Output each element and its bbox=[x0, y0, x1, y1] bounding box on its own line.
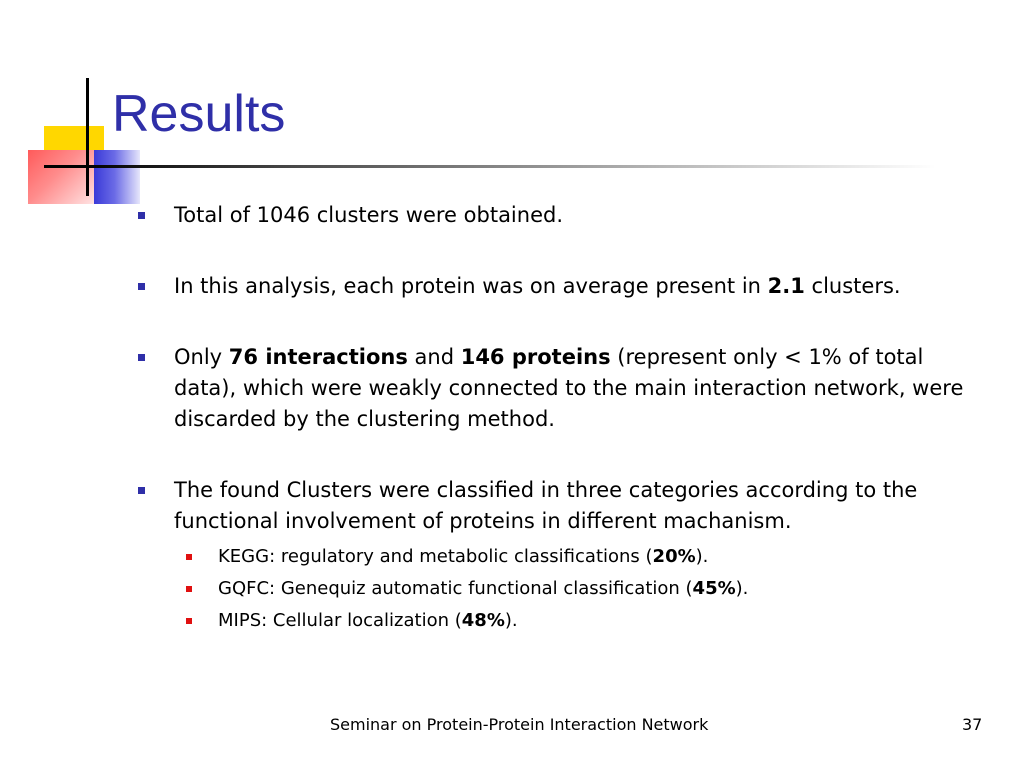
sub-bullet-text-pre: KEGG: regulatory and metabolic classifications ( bbox=[218, 546, 653, 567]
bullet-item-clusters-total bbox=[132, 200, 992, 231]
bullet-list bbox=[132, 200, 992, 637]
vertical-rule bbox=[86, 78, 89, 196]
square-bullet-icon bbox=[138, 487, 145, 494]
sub-bullet-kegg bbox=[132, 541, 992, 573]
page-number: 37 bbox=[962, 715, 983, 734]
title-underline bbox=[86, 165, 936, 168]
square-bullet-icon bbox=[138, 283, 145, 290]
red-square-bullet-icon bbox=[186, 554, 192, 560]
red-square-shape bbox=[28, 150, 94, 204]
bullet-text: Total of 1046 clusters were obtained. bbox=[174, 203, 564, 227]
sub-bullet-text-post: ). bbox=[695, 546, 709, 567]
sub-bullet-text-pre: GQFC: Genequiz automatic functional classification ( bbox=[218, 578, 693, 599]
bullet-text-pre: Only bbox=[174, 345, 229, 369]
red-square-bullet-icon bbox=[186, 586, 192, 592]
bullet-text-bold-proteins: 146 proteins bbox=[460, 345, 611, 369]
bullet-text-post: (represent only < 1% of total data), which were weakly connected to the main interaction network, were discarded by the clustering method. bbox=[174, 345, 964, 431]
blue-square-shape bbox=[94, 150, 140, 204]
bullet-text-post: clusters. bbox=[804, 274, 901, 298]
sub-bullet-text-post: ). bbox=[735, 578, 749, 599]
bullet-text-mid: and bbox=[407, 345, 461, 369]
sub-bullet-percent: 20% bbox=[652, 546, 696, 567]
square-bullet-icon bbox=[138, 354, 145, 361]
bullet-text-pre: In this analysis, each protein was on average present in bbox=[174, 274, 768, 298]
sub-bullet-text-post: ). bbox=[504, 610, 518, 631]
sub-bullet-list bbox=[132, 541, 992, 637]
bullet-text-bold: 2.1 bbox=[767, 274, 805, 298]
sub-bullet-gqfc bbox=[132, 573, 992, 605]
square-bullet-icon bbox=[138, 212, 145, 219]
bullet-text-bold-interactions: 76 interactions bbox=[228, 345, 408, 369]
bullet-item-average-presence bbox=[132, 271, 992, 302]
slide-title: Results bbox=[112, 85, 286, 143]
sub-bullet-percent: 45% bbox=[692, 578, 736, 599]
red-square-bullet-icon bbox=[186, 618, 192, 624]
sub-bullet-text-pre: MIPS: Cellular localization ( bbox=[218, 610, 462, 631]
sub-bullet-mips bbox=[132, 605, 992, 637]
bullet-text: The found Clusters were classified in three categories according to the functional involvement of proteins in different machanism. bbox=[174, 478, 918, 533]
footer-title: Seminar on Protein-Protein Interaction Network bbox=[330, 715, 709, 734]
bullet-item-discarded bbox=[132, 342, 992, 435]
bullet-item-categories bbox=[132, 475, 992, 537]
sub-bullet-percent: 48% bbox=[461, 610, 505, 631]
